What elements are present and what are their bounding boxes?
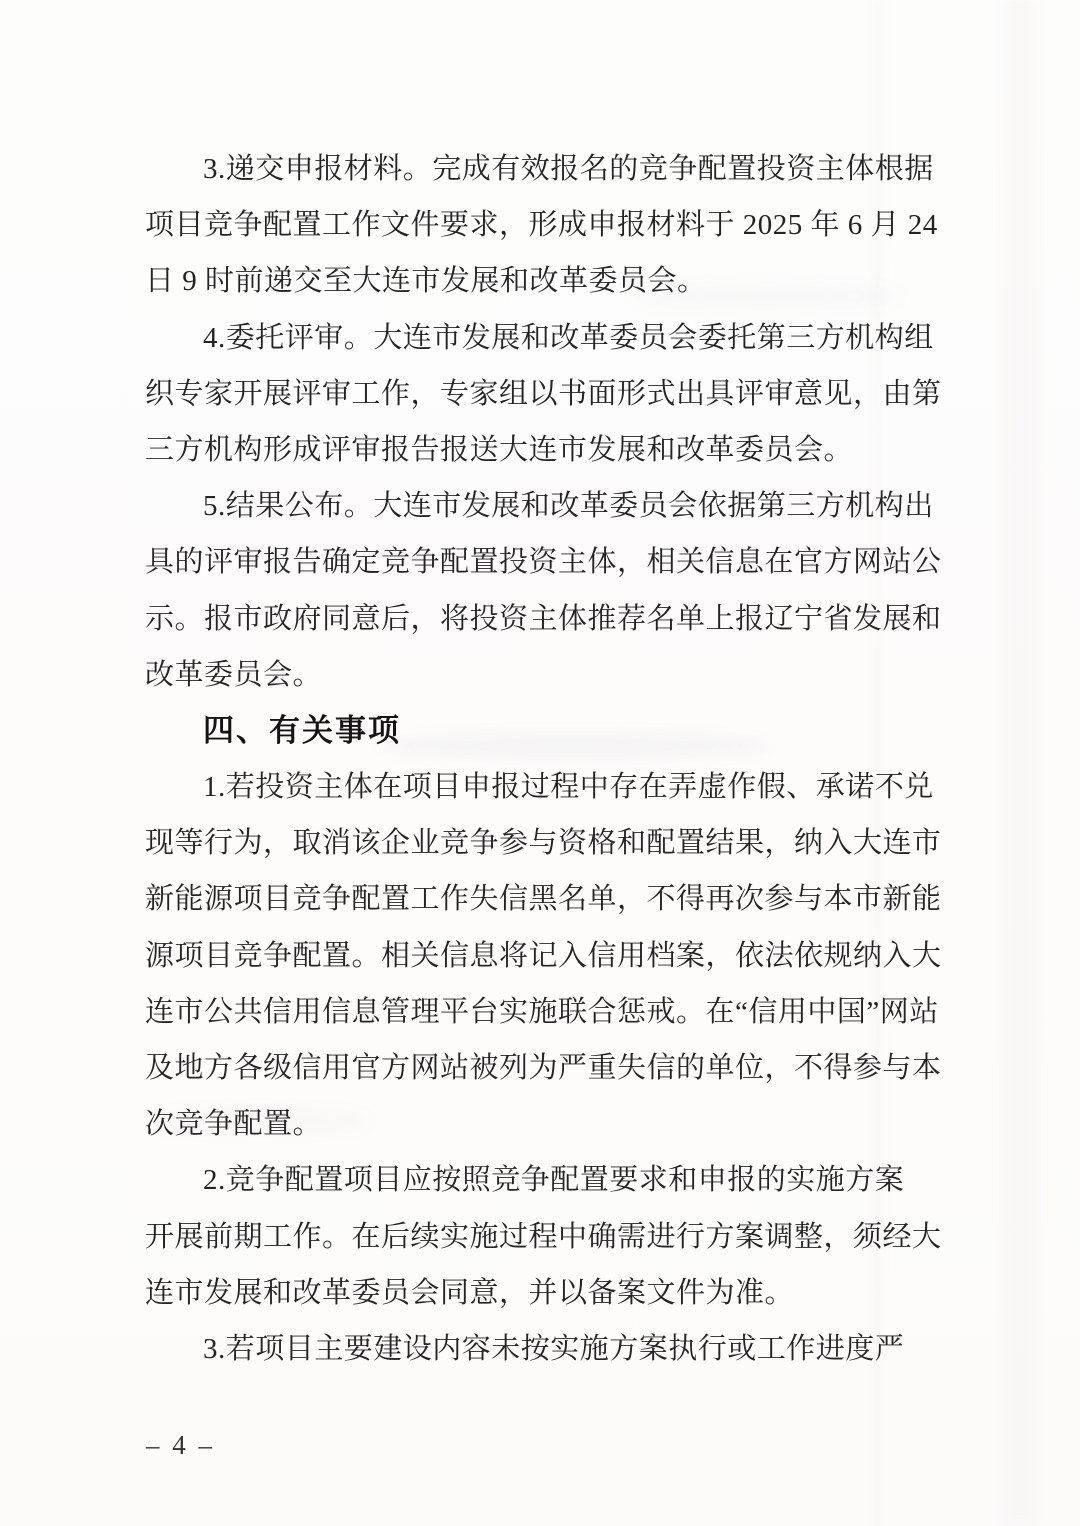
text-line: 三方机构形成评审报告报送大连市发展和改革委员会。 [145, 433, 854, 466]
text-line: 具的评审报告确定竞争配置投资主体，相关信息在官方网站公 [145, 546, 942, 579]
section-heading [145, 703, 931, 759]
text-line: 开展前期工作。在后续实施过程中确需进行方案调整，须经大 [145, 1220, 942, 1253]
text-line: 连市发展和改革委员会同意，并以备案文件为准。 [145, 1276, 795, 1309]
text-line: 1.若投资主体在项目申报过程中存在弄虚作假、承诺不兑 [203, 771, 934, 804]
text-line: 3.递交申报材料。完成有效报名的竞争配置投资主体根据 [203, 153, 934, 185]
text-line: 项目竞争配置工作文件要求，形成申报材料于 2025 年 6 月 24 [145, 209, 938, 242]
heading-line: 四、有关事项 [203, 712, 401, 748]
text-line: 次竞争配置。 [145, 1108, 323, 1141]
text-line: 2.竞争配置项目应按照竞争配置要求和申报的实施方案 [203, 1164, 905, 1197]
paragraph [145, 1152, 942, 1321]
page-number: – 4 – [146, 1430, 215, 1460]
text-line: 日 9 时前递交至大连市发展和改革委员会。 [145, 265, 707, 298]
text-line: 示。报市政府同意后，将投资主体推荐名单上报辽宁省发展和 [145, 602, 942, 635]
scan-smudge [1002, 0, 1038, 1526]
text-line: 改革委员会。 [145, 658, 323, 691]
text-line: 织专家开展评审工作，专家组以书面形式出具评审意见，由第 [145, 377, 942, 410]
text-line: 源项目竞争配置。相关信息将记入信用档案，依法依规纳入大 [145, 939, 942, 972]
text-line: 新能源项目竞争配置工作失信黑名单，不得再次参与本市新能 [145, 883, 942, 916]
paragraph [145, 141, 938, 310]
text-line: 4.委托评审。大连市发展和改革委员会委托第三方机构组 [203, 321, 934, 354]
document-text-block [145, 141, 942, 1377]
text-line: 3.若项目主要建设内容未按实施方案执行或工作进度严 [203, 1332, 905, 1365]
text-line: 及地方各级信用官方网站被列为严重失信的单位，不得参与本 [145, 1052, 942, 1084]
paragraph [145, 478, 942, 703]
paragraph [145, 310, 942, 479]
paragraph [145, 1321, 931, 1377]
text-line: 连市公共信用信息管理平台实施联合惩戒。在“信用中国”网站 [145, 995, 939, 1028]
paragraph [145, 759, 942, 1152]
text-line: 现等行为，取消该企业竞争参与资格和配置结果，纳入大连市 [145, 827, 942, 860]
text-line: 5.结果公布。大连市发展和改革委员会依据第三方机构出 [203, 490, 934, 523]
